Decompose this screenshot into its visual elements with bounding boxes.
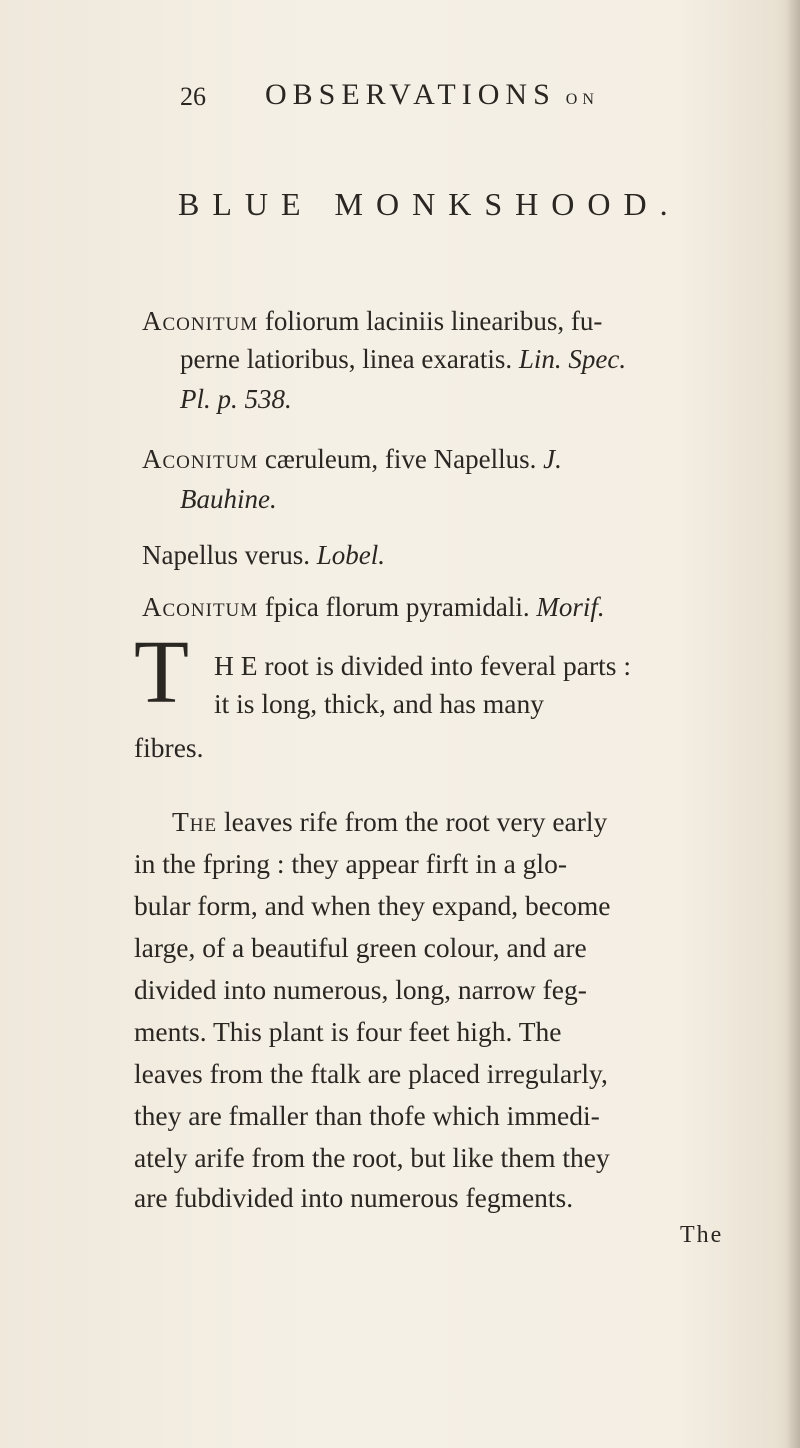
synonym-continuation-2: Pl. p. 538.	[180, 384, 292, 414]
running-head-title: OBSERVATIONS	[265, 78, 556, 111]
page-edge-shadow	[786, 0, 800, 1448]
synonym-genus: Aconitum	[142, 306, 259, 336]
paragraph-lead-word: The	[172, 806, 218, 837]
drop-cap: T	[134, 623, 189, 722]
paragraph-2-line-2: in the fpring : they appear firft in a glo-	[134, 848, 567, 879]
synonym-text: fpica florum pyramidali.	[258, 592, 530, 622]
synonym-text: Napellus verus.	[142, 540, 310, 570]
synonym-1-line-2	[180, 346, 626, 373]
synonym-source: Lin. Spec.	[518, 344, 627, 374]
paragraph-2-line-4: large, of a beautiful green colour, and are	[134, 932, 587, 963]
running-head	[265, 78, 599, 112]
catchword: The	[680, 1222, 724, 1248]
paragraph-2-line-8: they are fmaller than thofe which immedi-	[134, 1100, 600, 1131]
synonym-genus: Aconitum	[142, 444, 259, 474]
synonym-1-line-1	[142, 308, 602, 335]
paragraph-2-line-1	[172, 808, 607, 836]
synonym-3	[142, 542, 385, 569]
synonym-continuation: perne latioribus, linea exaratis.	[180, 344, 513, 374]
synonym-text: cæruleum, five Napellus.	[258, 444, 537, 474]
synonym-source: Lobel.	[316, 540, 385, 570]
paragraph-2-line-6: ments. This plant is four feet high. The	[134, 1016, 562, 1047]
synonym-text: foliorum laciniis linearibus, fu-	[258, 306, 603, 336]
paragraph-1-line-2: it is long, thick, and has many	[214, 688, 544, 719]
synonym-2-line-1	[142, 446, 562, 473]
paragraph-2-line-10: are fubdivided into numerous fegments.	[134, 1182, 574, 1213]
running-head-suffix: ON	[565, 91, 599, 108]
synonym-2-line-2	[180, 486, 277, 513]
synonym-source: J.	[543, 444, 562, 474]
page-number: 26	[180, 82, 206, 111]
synonym-4	[142, 594, 605, 621]
synonym-source: Morif.	[536, 592, 605, 622]
synonym-1-line-3	[180, 386, 292, 413]
paragraph-2-line-9: ately arife from the root, but like them they	[134, 1142, 610, 1173]
paragraph-2-line-7: leaves from the ftalk are placed irregularly,	[134, 1058, 608, 1089]
paragraph-2-line-3: bular form, and when they expand, become	[134, 890, 611, 921]
synonym-genus: Aconitum	[142, 592, 259, 622]
paragraph-1-line-3: fibres.	[134, 732, 204, 763]
paragraph-text: leaves rife from the root very early	[217, 806, 608, 837]
section-title: BLUE MONKSHOOD.	[178, 186, 681, 222]
synonym-continuation: Bauhine.	[180, 484, 277, 514]
paragraph-2-line-5: divided into numerous, long, narrow feg-	[134, 974, 587, 1005]
paragraph-1-line-1: H E root is divided into feveral parts :	[214, 650, 631, 681]
